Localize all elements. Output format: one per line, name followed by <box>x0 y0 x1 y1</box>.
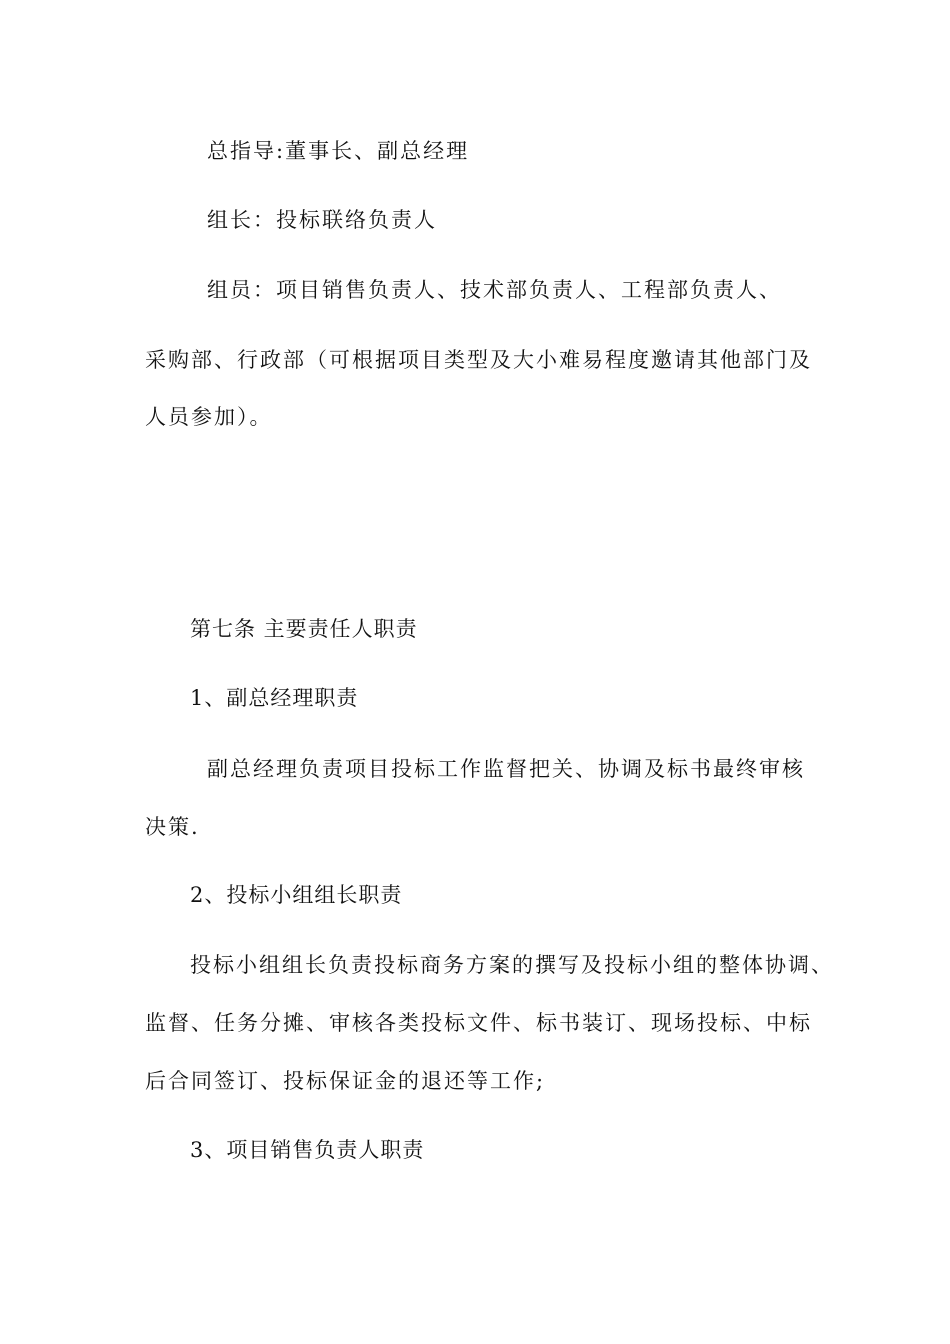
director-line: 总指导:董事长、副总经理 <box>207 139 470 163</box>
article-7-title: 第七条 主要责任人职责 <box>190 617 418 641</box>
members-line-1: 组员：项目销售负责人、技术部负责人、工程部负责人、 <box>207 278 782 302</box>
item-3-heading: 3、项目销售负责人职责 <box>190 1138 425 1162</box>
item-2-body-line-1: 投标小组组长负责投标商务方案的撰写及投标小组的整体协调、 <box>190 953 834 977</box>
item-2-body-line-2: 监督、任务分摊、审核各类投标文件、标书装订、现场投标、中标 <box>145 1011 812 1035</box>
item-1-body-line-2: 决策. <box>145 815 200 839</box>
item-1-heading: 1、副总经理职责 <box>190 686 359 710</box>
members-line-2: 采购部、行政部（可根据项目类型及大小难易程度邀请其他部门及 <box>145 348 812 372</box>
item-1-body-line-1: 副总经理负责项目投标工作监督把关、协调及标书最终审核 <box>207 757 805 781</box>
item-2-body-line-3: 后合同签订、投标保证金的退还等工作; <box>145 1069 546 1093</box>
members-line-3: 人员参加）。 <box>145 405 273 429</box>
leader-line: 组长：投标联络负责人 <box>207 208 437 232</box>
item-2-heading: 2、投标小组组长职责 <box>190 883 403 907</box>
